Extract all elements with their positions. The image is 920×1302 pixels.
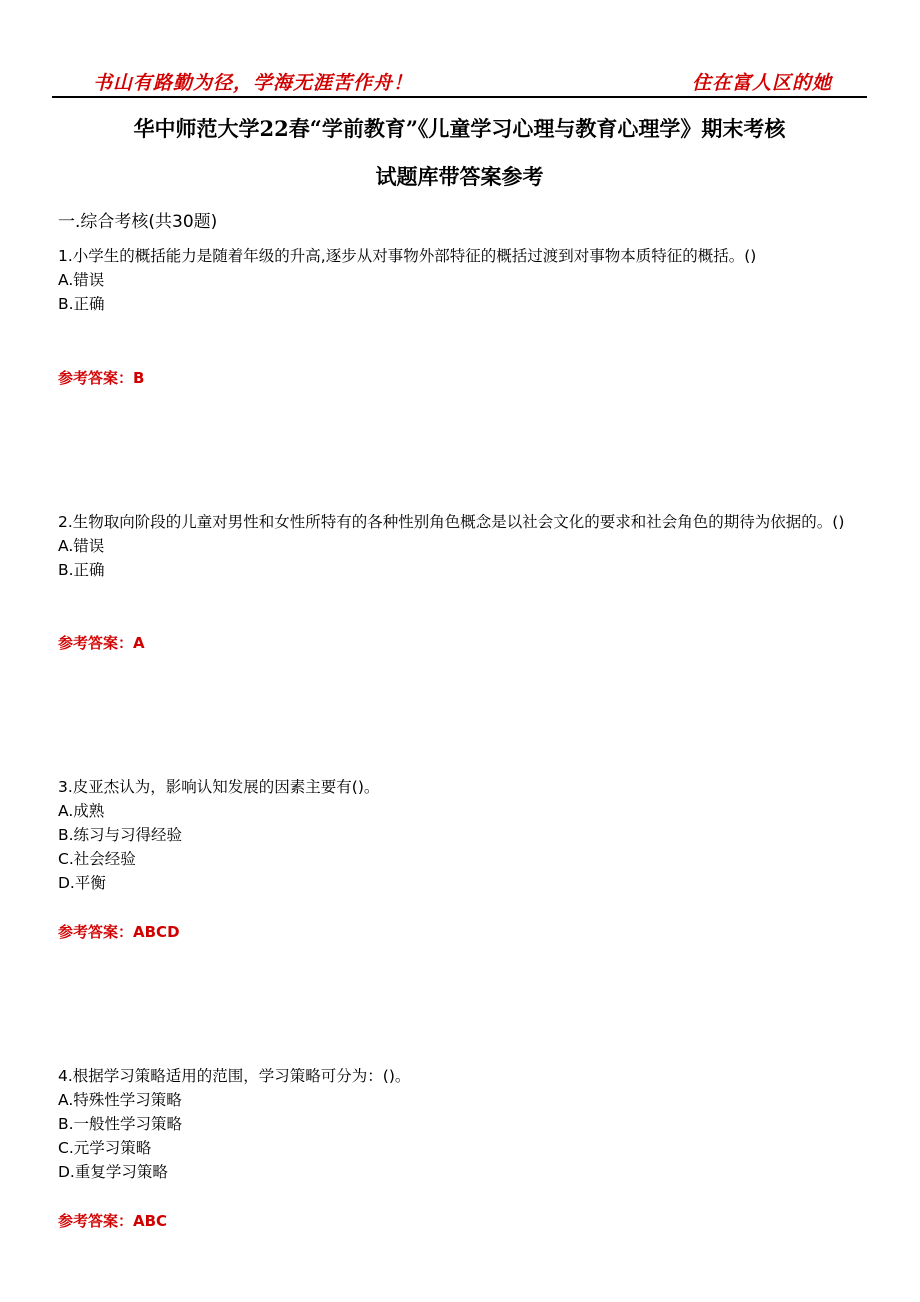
option-a: A.错误 [58,537,105,555]
answer-label: 参考答案： [58,1212,134,1230]
section-heading: 一.综合考核(共30题) [58,212,218,232]
question-1 [58,244,888,316]
answer-4 [58,1210,167,1231]
answer-value: B [133,369,145,387]
option-a: A.特殊性学习策略 [58,1091,182,1109]
question-3 [58,775,888,895]
question-stem: 3.皮亚杰认为，影响认知发展的因素主要有()。 [58,778,380,796]
header-motto-right: 住在富人区的她 [691,72,832,94]
answer-label: 参考答案： [58,369,134,387]
document-title-line-1: 华中师范大学22春“学前教育”《儿童学习心理与教育心理学》期末考核 [133,116,786,141]
answer-label: 参考答案： [58,923,134,941]
question-stem: 1.小学生的概括能力是随着年级的升高,逐步从对事物外部特征的概括过渡到对事物本质特征的概括。() [58,247,757,265]
option-a: A.成熟 [58,802,105,820]
option-d: D.平衡 [58,874,106,892]
answer-value: A [133,634,145,652]
question-2 [58,510,888,582]
option-b: B.练习与习得经验 [58,826,183,844]
answer-3 [58,921,180,942]
option-b: B.一般性学习策略 [58,1115,183,1133]
option-d: D.重复学习策略 [58,1163,168,1181]
option-c: C.社会经验 [58,850,136,868]
answer-2 [58,632,145,653]
option-b: B.正确 [58,561,105,579]
header-motto-left: 书山有路勤为径，学海无涯苦作舟！ [93,72,414,94]
question-4 [58,1064,888,1184]
document-title-line-2: 试题库带答案参考 [375,164,544,189]
answer-label: 参考答案： [58,634,134,652]
answer-1 [58,367,144,388]
header-divider [52,96,867,98]
question-stem: 4.根据学习策略适用的范围，学习策略可分为：()。 [58,1067,411,1085]
option-a: A.错误 [58,271,105,289]
question-stem: 2.生物取向阶段的儿童对男性和女性所特有的各种性别角色概念是以社会文化的要求和社会角色的期待为依据的。() [58,513,845,531]
answer-value: ABCD [133,923,180,941]
option-b: B.正确 [58,295,105,313]
option-c: C.元学习策略 [58,1139,152,1157]
answer-value: ABC [133,1212,168,1230]
